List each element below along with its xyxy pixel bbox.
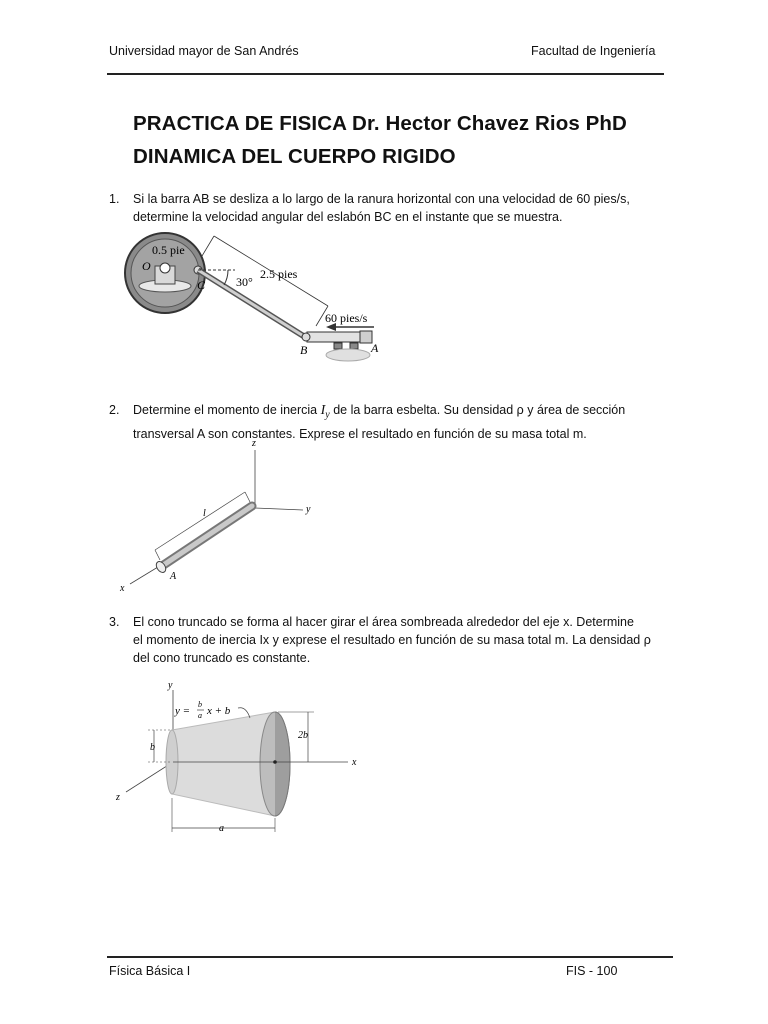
figure-truncated-cone: [110, 676, 370, 836]
page-title-line2: DINAMICA DEL CUERPO RIGIDO: [133, 145, 456, 168]
pin-b: [302, 333, 310, 341]
equation-numerator: b: [198, 700, 202, 709]
label-a: A: [170, 571, 177, 582]
angle-label: 30°: [236, 275, 253, 289]
problem-number: 3.: [109, 615, 120, 629]
label-l: l: [203, 508, 206, 519]
label-x: x: [120, 583, 125, 594]
problem-text-line: Si la barra AB se desliza a lo largo de la ranura horizontal con una velocidad de 60 pies/s,: [133, 192, 630, 206]
footer-rule: [107, 956, 673, 958]
problem-text-line: El cono truncado se forma al hacer girar el área sombreada alrededor del eje x. Determine: [133, 615, 634, 629]
pin-o: [160, 263, 170, 273]
radius-label: 0.5 pie: [152, 243, 185, 257]
label-c: C: [197, 278, 206, 292]
problem-number: 1.: [109, 192, 120, 206]
label-y: y: [168, 680, 173, 691]
angle-arc: [224, 270, 228, 285]
problem-text: [133, 190, 663, 226]
inertia-symbol: I: [320, 403, 326, 418]
equation-denominator: a: [198, 711, 202, 720]
footer-code: FIS - 100: [566, 964, 618, 978]
problem-text: [133, 613, 663, 667]
label-z: z: [252, 438, 256, 449]
label-b: b: [150, 742, 155, 753]
bar-ab: [307, 332, 367, 342]
header-rule: [107, 73, 664, 75]
header-university: Universidad mayor de San Andrés: [109, 44, 299, 58]
length-label: 2.5 pies: [260, 267, 298, 281]
problem-text-line: determine la velocidad angular del eslabón BC en el instante que se muestra.: [133, 210, 563, 224]
label-a: A: [371, 341, 379, 355]
label-z: z: [116, 792, 120, 803]
header-faculty: Facultad de Ingeniería: [531, 44, 656, 58]
label-o: O: [142, 259, 151, 273]
label-y: y: [306, 504, 311, 515]
equation-suffix: x + b: [207, 705, 231, 717]
problem-text-line: del cono truncado es constante.: [133, 651, 311, 665]
figure-slender-rod: [115, 436, 335, 596]
page-title-line1: PRACTICA DE FISICA Dr. Hector Chavez Rios PhD: [133, 112, 627, 135]
problem-text-line: Determine el momento de inercia $I_y$ de la barra esbelta. Su densidad ρ y área de sección: [133, 403, 626, 421]
label-x: x: [352, 757, 357, 768]
problem-text-line: transversal A son constantes. Exprese el resultado en función de su masa total m.: [133, 426, 587, 441]
footer-course: Física Básica I: [109, 964, 191, 978]
ground: [326, 349, 370, 361]
label-a: a: [219, 823, 224, 834]
figure-slider-crank: [120, 228, 400, 368]
problem-text-line: el momento de inercia Ix y exprese el resultado en función de su masa total m. La densidad ρ: [133, 633, 651, 647]
label-b: B: [300, 343, 308, 357]
y-axis: [255, 508, 303, 510]
label-2b: 2b: [298, 730, 308, 741]
velocity-label: 60 pies/s: [325, 311, 368, 325]
problem-number: 2.: [109, 403, 120, 417]
equation-prefix: y =: [175, 705, 191, 717]
